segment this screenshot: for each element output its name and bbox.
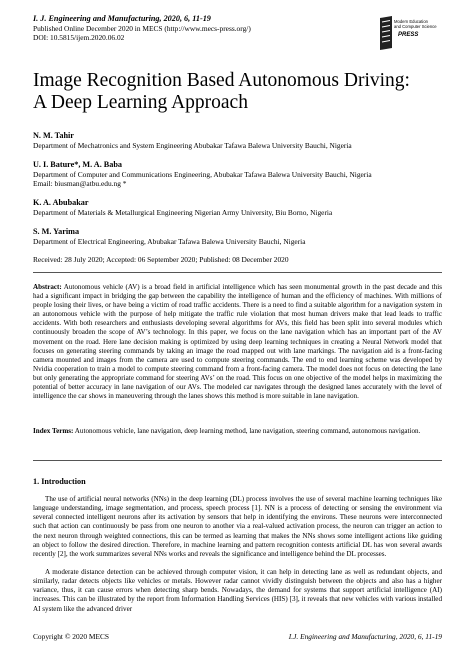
author-affiliation: Department of Mechatronics and System Engineering Abubakar Tafawa Balewa University Bauchi, Nigeria: [33, 141, 352, 150]
journal-header: [33, 14, 363, 42]
intro-paragraph-1: The use of artificial neural networks (NNs) in the deep learning (DL) process involves the use of several machine learning techniques like language understanding, image segmentation, and process, speech process [1]. NN is a process of detecting or sensing the environment via several connected intelligent neurons after its activation by sensors that help in identifying the environs. These neurons were interconnected such that action can continuously be pass from one neuron to another via a real-valued activation process, the neuron can trigger an action to the next neuron through weighted connections, this can be termed as learning that makes the NNs shows some intelligent actions like guiding an object to follow the desired direction. Therefore, in machine learning and pattern recognition contests artificial DL has won several awards recently [2], the work summarizes several NNs works and reveals the significance and intelligence behind the DL processes.: [33, 495, 442, 558]
abstract: [33, 283, 442, 401]
logo-press-text: PRESS: [398, 32, 419, 38]
index-terms-label: Index Terms:: [33, 427, 74, 435]
author-affiliation: Department of Materials & Metallurgical Engineering Nigerian Army University, Biu Borno, Nigeria: [33, 208, 333, 217]
author-block-4: [33, 226, 453, 246]
journal-name: I. J. Engineering and Manufacturing, 2020, 6, 11-19: [33, 14, 211, 23]
author-name: U. I. Bature*, M. A. Baba: [33, 160, 123, 169]
abstract-text: Autonomous vehicle (AV) is a broad field in artificial intelligence which has seen monumental growth in the past decade and this had a significant impact in bridging the gap between the capability the intelligence of human and the efficiency of machines. With millions of people losing their lives, or have being a victim of road traffic accidents. There is a need to find a suitable algorithm for a navigation system in an autonomous vehicle with the purpose of help mitigate the traffic rule violation that most human drivers make that lead leads to traffic accidents. With both researchers and enthusiasts developing several algorithms for AVs, this field has been split into several modules which continuously broaden the scope of AV’s technology. In this paper, we focus on the lane navigation which has an important part of the AV movement on the road. Here lane decision making is optimized by using deep learning techniques in creating a Neural Network model that focuses on generating steering commands by taking an image the road mapped out with lane markings. The navigation aid is a front-facing camera mounted and images from the camera are used to compute steering commands. The end to end learning scheme was developed by Nvidia cooperation to train a model to compute steering command from a front-facing camera. The model does not focus on detecting the lane but only generating the appropriate command for steering AVs’ on the road. This focus on one objective of the model helps in maximizing the potential of better accuracy in lane navigation of our AVs. The modeled car navigates through the designed lanes accurately with the level of intelligence the car shows in maneuvering through the lanes shows this method is more suitable in lane navigation.: [33, 283, 442, 401]
author-affiliation: Department of Computer and Communications Engineering, Abubakar Tafawa Balewa University Bauchi, Nigeria: [33, 170, 372, 179]
index-terms: [33, 427, 442, 436]
author-name: N. M. Tahir: [33, 131, 74, 140]
divider-bottom: [33, 460, 442, 461]
journal-footer: I.J. Engineering and Manufacturing, 2020, 6, 11-19: [288, 632, 442, 641]
abstract-label: Abstract:: [33, 283, 62, 291]
logo-text: Modern Education and Computer Science: [394, 19, 437, 29]
doi-line: DOI: 10.5815/ijem.2020.06.02: [33, 33, 125, 42]
author-block-2: [33, 159, 453, 189]
published-online: Published Online December 2020 in MECS (http://www.mecs-press.org/): [33, 24, 251, 33]
author-block-1: [33, 130, 453, 150]
paper-title: Image Recognition Based Autonomous Driving: A Deep Learning Approach: [33, 70, 410, 113]
received-dates: Received: 28 July 2020; Accepted: 06 September 2020; Published: 08 December 2020: [33, 255, 289, 264]
index-terms-text: Autonomous vehicle, lane navigation, deep learning method, lane navigation, steering command, autonomous navigation.: [74, 427, 421, 435]
section-heading: 1. Introduction: [33, 477, 86, 486]
author-email: Email: biusman@atbu.edu.ng *: [33, 179, 127, 189]
copyright-footer: Copyright © 2020 MECS: [33, 632, 110, 641]
author-name: S. M. Yarima: [33, 227, 80, 236]
author-affiliation: Department of Electrical Engineering, Abubakar Tafawa Balewa University Bauchi, Nigeria: [33, 237, 306, 246]
intro-paragraph-2: A moderate distance detection can be achieved through computer vision, it can help in detecting lane as well as redundant objects, and similarly, radar detects objects like vehicles or metals. However radar cannot vividly distinguish between the objects and also has a higher variance, thus, it can cause errors when detecting sharp bends. Nowadays, the demand for systems that support artificial intelligence (AI) increases. This can be illustrated by the report from Information Handling Services (HIS) [3], it reveals that new vehicles with various installed AI system like the advanced driver: [33, 568, 442, 613]
author-block-3: [33, 197, 453, 217]
divider-top: [33, 272, 442, 273]
author-name: K. A. Abubakar: [33, 198, 89, 207]
